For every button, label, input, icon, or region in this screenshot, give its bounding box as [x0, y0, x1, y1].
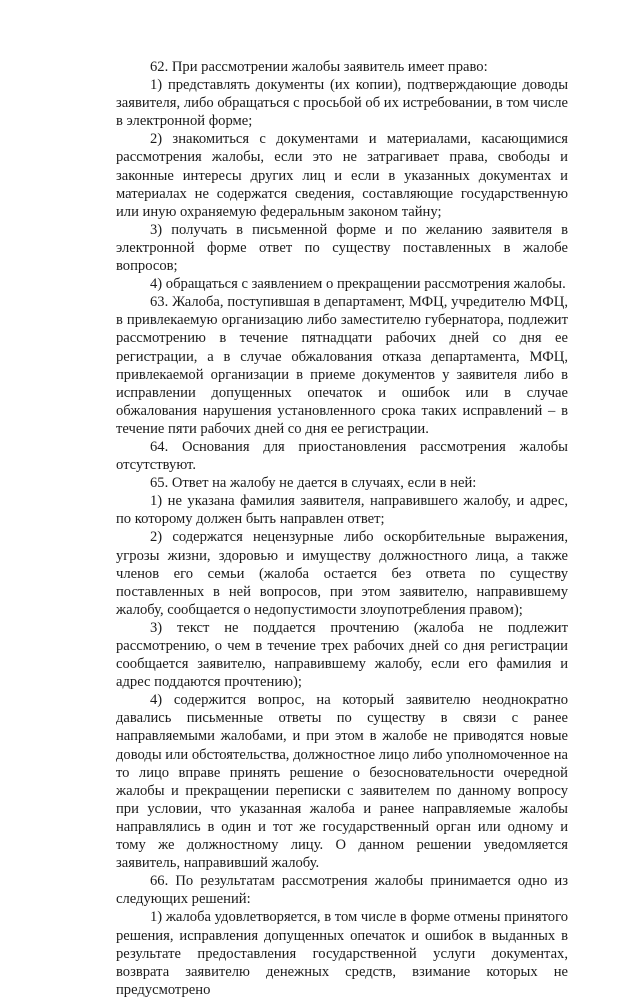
paragraph-62-item-4: 4) обращаться с заявлением о прекращении рассмотрения жалобы. [150, 276, 566, 293]
paragraph-63: 63. Жалоба, поступившая в департамент, МФЦ, учредителю МФЦ, в привлекаемую организацию либо заместителю губернатора, подлежит рассмотрению в течение пятнадцати рабочих дней со дня ее регистрации, а в случае обжалования отказа департамента, МФЦ, привлекаемой организации в приеме документов у заявителя либо в исправлении допущенных опечаток и ошибок или в случае обжалования нарушения установленного срока таких исправлений – в течение пяти рабочих дней со дня ее регистрации. [116, 294, 568, 437]
paragraph-62-intro: 62. При рассмотрении жалобы заявитель имеет право: [150, 59, 488, 75]
paragraph-65-item-2: 2) содержатся нецензурные либо оскорбительные выражения, угрозы жизни, здоровью и имуществу должностного лица, а также членов его семьи (жалоба остается без ответа по существу поставленных в ней вопросов, при этом заявителю, направившему жалобу, сообщается о недопустимости злоупотребления правом); [116, 529, 568, 618]
paragraph-65-item-4: 4) содержится вопрос, на который заявителю неоднократно давались письменные ответы по существу в связи с ранее направляемыми жалобами, и при этом в жалобе не приводятся новые доводы или обстоятельства, должностное лицо либо уполномоченное на то лицо вправе принять решение о безосновательности очередной жалобы и прекращении переписки с заявителем по данному вопросу при условии, что указанная жалоба и ранее направляемые жалобы направлялись в один и тот же государственный орган или одному и тому же должностному лицу. О данном решении уведомляется заявитель, направивший жалобу. [116, 692, 568, 872]
paragraph-62-item-3: 3) получать в письменной форме и по желанию заявителя в электронной форме ответ по существу поставленных в жалобе вопросов; [116, 221, 568, 275]
paragraph-62-item-1: 1) представлять документы (их копии), подтверждающие доводы заявителя, либо обращаться с просьбой об их истребовании, в том числе в электронной форме; [116, 77, 568, 130]
paragraph-65-item-1: 1) не указана фамилия заявителя, направившего жалобу, и адрес, по которому должен быть направлен ответ; [116, 493, 568, 528]
paragraph-66-item-1: 1) жалоба удовлетворяется, в том числе в форме отмены принятого решения, исправления допущенных опечаток и ошибок в выданных в результате предоставления государственной услуги документах, возврата заявителю денежных средств, взимание которых не предусмотрено [116, 909, 568, 998]
paragraph-64: 64. Основания для приостановления рассмотрения жалобы отсутствуют. [116, 438, 568, 474]
paragraph-65-item-3: 3) текст не поддается прочтению (жалоба не подлежит рассмотрению, о чем в течение трех рабочих дней со дня регистрации сообщается заявителю, направившему жалобу, если его фамилия и адрес поддаются прочтению); [116, 619, 568, 691]
document-body [116, 58, 568, 999]
paragraph-62-item-2: 2) знакомиться с документами и материалами, касающимися рассмотрения жалобы, если это не затрагивает права, свободы и законные интересы других лиц и если в указанных документах и материалах не содержатся сведения, составляющие государственную или иную охраняемую федеральным законом тайну; [116, 131, 568, 220]
paragraph-65-intro: 65. Ответ на жалобу не дается в случаях, если в ней: [150, 475, 477, 492]
paragraph-66-intro: 66. По результатам рассмотрения жалобы принимается одно из следующих решений: [116, 873, 568, 908]
